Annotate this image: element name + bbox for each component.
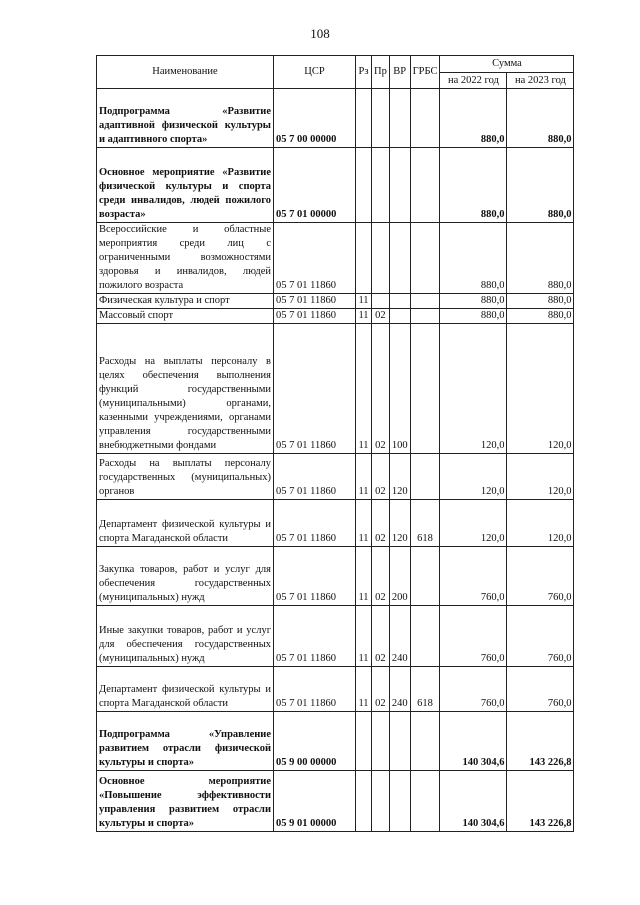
- table-row: [97, 771, 574, 832]
- row-pr: 02: [372, 309, 390, 324]
- row-vr: 240: [389, 606, 410, 667]
- row-pr: 02: [372, 454, 390, 500]
- row-name: Массовый спорт: [97, 309, 274, 324]
- row-sum-2023: 143 226,8: [507, 712, 574, 771]
- row-grbs: [410, 309, 440, 324]
- row-name: Подпрограмма «Развитие адаптивной физической культуры и адаптивного спорта»: [97, 89, 274, 148]
- row-vr: [389, 309, 410, 324]
- row-pr: [372, 148, 390, 223]
- row-sum-2023: 880,0: [507, 148, 574, 223]
- table-row: [97, 606, 574, 667]
- row-sum-2023: 760,0: [507, 667, 574, 712]
- row-sum-2022: 120,0: [440, 454, 507, 500]
- row-sum-2023: 120,0: [507, 324, 574, 454]
- row-sum-2023: 880,0: [507, 294, 574, 309]
- table-row: [97, 547, 574, 606]
- row-csr: 05 9 01 00000: [274, 771, 356, 832]
- row-sum-2022: 120,0: [440, 500, 507, 547]
- row-csr: 05 7 01 11860: [274, 294, 356, 309]
- row-name: Иные закупки товаров, работ и услуг для обеспечения государственных (муниципальных) нужд: [97, 606, 274, 667]
- row-csr: 05 9 00 00000: [274, 712, 356, 771]
- row-csr: 05 7 01 11860: [274, 309, 356, 324]
- header-pr: Пр: [372, 56, 390, 89]
- row-sum-2022: 760,0: [440, 547, 507, 606]
- table-row: [97, 89, 574, 148]
- row-sum-2022: 120,0: [440, 324, 507, 454]
- header-year-2022: на 2022 год: [440, 73, 507, 89]
- row-grbs: 618: [410, 500, 440, 547]
- row-vr: 240: [389, 667, 410, 712]
- row-pr: 02: [372, 606, 390, 667]
- row-name: Всероссийские и областные мероприятия среди лиц с ограниченными возможностями здоровья и инвалидов, людей пожилого возраста: [97, 223, 274, 294]
- header-grbs: ГРБС: [410, 56, 440, 89]
- header-name: Наименование: [97, 56, 274, 89]
- row-grbs: [410, 148, 440, 223]
- row-vr: [389, 712, 410, 771]
- row-vr: 100: [389, 324, 410, 454]
- row-name: Физическая культура и спорт: [97, 294, 274, 309]
- row-csr: 05 7 01 11860: [274, 667, 356, 712]
- row-sum-2022: 140 304,6: [440, 712, 507, 771]
- table-row: [97, 712, 574, 771]
- page-number: 108: [310, 26, 330, 41]
- table-row: [97, 294, 574, 309]
- row-sum-2023: 760,0: [507, 606, 574, 667]
- row-name: Расходы на выплаты персоналу в целях обеспечения выполнения функций государственными (муниципальными) органами, казенными учреждениями, органами управления государственными внебюджетными фондами: [97, 324, 274, 454]
- row-sum-2023: 760,0: [507, 547, 574, 606]
- row-rz: 11: [356, 324, 372, 454]
- table-body: [97, 89, 574, 832]
- row-rz: 11: [356, 667, 372, 712]
- row-sum-2022: 880,0: [440, 89, 507, 148]
- row-rz: 11: [356, 606, 372, 667]
- row-grbs: [410, 771, 440, 832]
- row-name: Основное мероприятие «Развитие физической культуры и спорта среди инвалидов, людей пожилого возраста»: [97, 148, 274, 223]
- row-csr: 05 7 01 11860: [274, 454, 356, 500]
- budget-table: [96, 55, 574, 832]
- row-vr: [389, 148, 410, 223]
- row-sum-2022: 760,0: [440, 667, 507, 712]
- table-row: [97, 500, 574, 547]
- row-grbs: [410, 712, 440, 771]
- header-sum: Сумма: [440, 56, 574, 73]
- row-pr: 02: [372, 547, 390, 606]
- row-pr: [372, 712, 390, 771]
- header-csr: ЦСР: [274, 56, 356, 89]
- row-vr: [389, 294, 410, 309]
- row-vr: 120: [389, 454, 410, 500]
- row-grbs: [410, 294, 440, 309]
- row-vr: [389, 89, 410, 148]
- row-sum-2023: 120,0: [507, 454, 574, 500]
- table-row: [97, 223, 574, 294]
- row-rz: [356, 712, 372, 771]
- row-name: Департамент физической культуры и спорта Магаданской области: [97, 667, 274, 712]
- row-vr: [389, 223, 410, 294]
- row-rz: 11: [356, 500, 372, 547]
- row-sum-2022: 880,0: [440, 294, 507, 309]
- row-csr: 05 7 01 11860: [274, 500, 356, 547]
- row-csr: 05 7 01 11860: [274, 324, 356, 454]
- row-name: Подпрограмма «Управление развитием отрасли физической культуры и спорта»: [97, 712, 274, 771]
- row-sum-2023: 880,0: [507, 223, 574, 294]
- row-vr: 120: [389, 500, 410, 547]
- row-pr: [372, 771, 390, 832]
- row-pr: 02: [372, 667, 390, 712]
- table-row: [97, 454, 574, 500]
- row-sum-2022: 140 304,6: [440, 771, 507, 832]
- row-grbs: [410, 606, 440, 667]
- row-vr: [389, 771, 410, 832]
- row-pr: 02: [372, 500, 390, 547]
- row-sum-2022: 760,0: [440, 606, 507, 667]
- row-grbs: [410, 223, 440, 294]
- row-pr: 02: [372, 324, 390, 454]
- table-row: [97, 324, 574, 454]
- header-rz: Рз: [356, 56, 372, 89]
- row-sum-2023: 880,0: [507, 309, 574, 324]
- row-sum-2022: 880,0: [440, 223, 507, 294]
- row-grbs: 618: [410, 667, 440, 712]
- row-rz: 11: [356, 454, 372, 500]
- row-csr: 05 7 00 00000: [274, 89, 356, 148]
- row-rz: 11: [356, 547, 372, 606]
- row-csr: 05 7 01 11860: [274, 606, 356, 667]
- row-rz: [356, 771, 372, 832]
- table-row: [97, 667, 574, 712]
- row-rz: [356, 148, 372, 223]
- row-sum-2023: 880,0: [507, 89, 574, 148]
- row-rz: 11: [356, 294, 372, 309]
- row-csr: 05 7 01 00000: [274, 148, 356, 223]
- row-grbs: [410, 547, 440, 606]
- row-name: Расходы на выплаты персоналу государственных (муниципальных) органов: [97, 454, 274, 500]
- row-sum-2023: 120,0: [507, 500, 574, 547]
- row-grbs: [410, 324, 440, 454]
- row-grbs: [410, 89, 440, 148]
- row-pr: [372, 223, 390, 294]
- row-name: Основное мероприятие «Повышение эффективности управления развитием отрасли культуры и спорта»: [97, 771, 274, 832]
- table-row: [97, 309, 574, 324]
- row-csr: 05 7 01 11860: [274, 223, 356, 294]
- row-name: Закупка товаров, работ и услуг для обеспечения государственных (муниципальных) нужд: [97, 547, 274, 606]
- row-sum-2022: 880,0: [440, 309, 507, 324]
- row-rz: [356, 223, 372, 294]
- header-vr: ВР: [389, 56, 410, 89]
- row-sum-2023: 143 226,8: [507, 771, 574, 832]
- table-row: [97, 148, 574, 223]
- row-csr: 05 7 01 11860: [274, 547, 356, 606]
- row-rz: 11: [356, 309, 372, 324]
- row-vr: 200: [389, 547, 410, 606]
- row-rz: [356, 89, 372, 148]
- header-year-2023: на 2023 год: [507, 73, 574, 89]
- row-grbs: [410, 454, 440, 500]
- row-sum-2022: 880,0: [440, 148, 507, 223]
- row-pr: [372, 294, 390, 309]
- row-pr: [372, 89, 390, 148]
- row-name: Департамент физической культуры и спорта Магаданской области: [97, 500, 274, 547]
